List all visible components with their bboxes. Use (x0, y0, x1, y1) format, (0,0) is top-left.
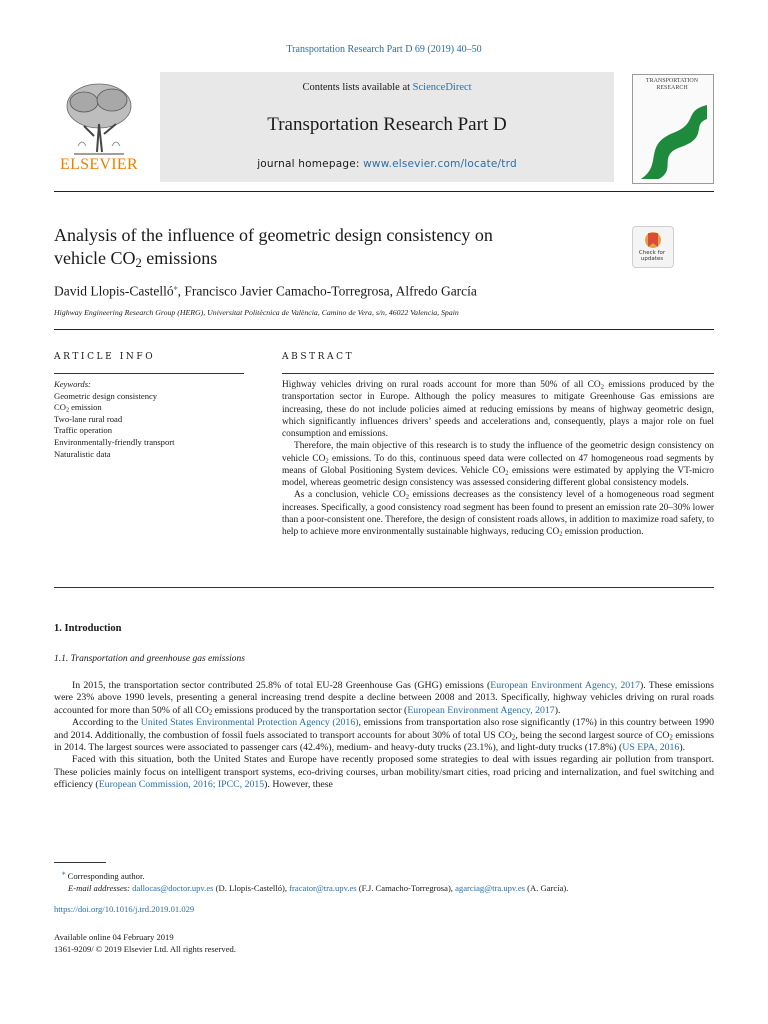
doi-line (54, 904, 194, 914)
sciencedirect-link[interactable]: ScienceDirect (412, 82, 472, 93)
body-paragraph: According to the United States Environmental Protection Agency (2016), emissions from transportation also rose significantly (17%) in this country between 1990 and 2014. Additionally, the combustion of fossil fuels associated to transport accounts for about 30% of total US $CO_2$, being the second largest source of $CO_2$ emissions in 2014. The largest sources were associated to passenger cars (42.4%), medium- and heavy-duty trucks (23.1%), and light-duty trucks (17.8%) (US EPA, 2016). (54, 717, 714, 754)
citation-link[interactable]: United States Environmental Protection Agency (2016) (140, 717, 359, 729)
introduction-body (54, 680, 714, 792)
bookmark-icon (633, 227, 673, 251)
contents-available-line: Contents lists available at ScienceDirect (302, 82, 472, 93)
citation-link[interactable]: European Environment Agency, 2017 (490, 680, 640, 691)
footnotes: ⁎ Corresponding author. E-mail addresses: dallocas@doctor.upv.es (D. Llopis-Castelló), fracator@tra.upv.es (F.J. Camacho-Torregrosa), agarciag@tra.upv.es (A. García). (62, 869, 569, 893)
abstract-bottom-rule (54, 587, 714, 588)
citation-link[interactable]: European Commission, 2016; IPCC, 2015 (98, 779, 265, 791)
keyword-item: $CO_2$ emission (54, 402, 102, 414)
keyword-item: Environmentally-friendly transport (54, 436, 175, 447)
keyword-item: Geometric design consistency (54, 390, 158, 401)
check-for-updates-label: Check for updates (638, 250, 666, 262)
body-paragraph: Faced with this situation, both the United States and Europe have recently proposed some strategies to deal with issues regarding air pollution from transport. These policies mainly focus on intelligent transport systems, eco-driving courses, urban mobility/smart cities, road pricing and internalization, and fuel switching and efficiency (European Commission, 2016; IPCC, 2015). However, these (54, 754, 714, 791)
journal-name: Transportation Research Part D (267, 114, 507, 135)
cover-title: TRANSPORTATION RESEARCH (645, 78, 699, 91)
footnote-rule (54, 862, 106, 863)
journal-homepage-link[interactable]: www.elsevier.com/locate/trd (363, 158, 517, 170)
journal-reference[interactable]: Transportation Research Part D 69 (2019) 40–50 (286, 44, 482, 55)
subsection-heading: 1.1. Transportation and greenhouse gas emissions (54, 654, 245, 664)
doi-link[interactable]: https://doi.org/10.1016/j.trd.2019.01.029 (54, 904, 195, 914)
abstract-body (282, 379, 714, 538)
abstract-heading: ABSTRACT (282, 352, 355, 362)
body-paragraph: In 2015, the transportation sector contributed 25.8% of total EU-28 Greenhouse Gas (GHG) emissions (European Environment Agency, 2017). These emissions were 23% above 1990 levels, presenting a general increasing trend despite a decline between 2008 and 2013. Specifically, highway vehicles driving on rural roads accounted for more than 50% of all $CO_2$ emissions produced by the transportation sector (European Environment Agency, 2017). (54, 680, 714, 717)
publication-info: Available online 04 February 2019 1361-9209/ © 2019 Elsevier Ltd. All rights reserved. (54, 932, 236, 954)
cover-road-icon (633, 75, 713, 183)
keywords-list: Keywords: Geometric design consistency $CO_2$ emission Two-lane rural road Traffic operation Environmentally-friendly transport Naturalistic data (54, 379, 254, 460)
elsevier-wordmark: ELSEVIER (60, 156, 138, 173)
citation-link[interactable]: European Environment Agency, 2017 (407, 704, 555, 716)
keyword-item: Two-lane rural road (54, 413, 123, 424)
article-info-rule (54, 373, 244, 374)
keyword-item: Naturalistic data (54, 448, 111, 459)
journal-homepage-line: journal homepage: www.elsevier.com/locate/trd (257, 158, 517, 170)
article-title: Analysis of the influence of geometric design consistency on vehicle $CO_2$ emissions (54, 225, 493, 271)
abstract-paragraph: Therefore, the main objective of this research is to study the influence of the geometric design consistency on vehicle $CO_2$ emissions. To do this, continuous speed data were collected on 47 homogeneous road segments by means of Global Positioning System devices. Vehicle $CO_2$ emissions were estimated by applying the VT-micro model, whereas geometric design consistency was assessed considering different global consistency models. (282, 441, 714, 488)
section-heading-introduction: 1. Introduction (54, 623, 122, 634)
citation-link[interactable]: US EPA, 2016 (622, 742, 680, 754)
header-divider (54, 191, 714, 192)
affiliation: Highway Engineering Research Group (HERG), Universitat Politècnica de València, Camino de Vera, s/n, 46022 Valencia, Spain (54, 308, 459, 317)
author-list: David Llopis-Castelló⁎, Francisco Javier Camacho-Torregrosa, Alfredo García (54, 283, 477, 299)
abstract-paragraph: Highway vehicles driving on rural roads account for more than 50% of all $CO_2$ emissions produced by the transportation sector in Europe. Although the policy measures to mitigate Greenhouse Gas emissions are increasing, these do not include policies aimed at reducing emissions by means of highway geometric design, which significantly influences drivers’ speeds and accelerations and, consequently, plays a major role on fuel consumption and emissions. (282, 380, 714, 439)
authors-divider (54, 329, 714, 330)
email-link[interactable]: fracator@tra.upv.es (289, 882, 357, 893)
email-link[interactable]: dallocas@doctor.upv.es (132, 882, 214, 893)
abstract-rule (282, 373, 714, 374)
email-link[interactable]: agarciag@tra.upv.es (455, 882, 525, 893)
abstract-paragraph: As a conclusion, vehicle $CO_2$ emissions decreases as the consistency level of a homogeneous road segment increases. Specifically, a good consistency road segment has been found to present an emission rate 20–30% lower than a poor-consistent one. Therefore, the design of consistent roads allows, in addition to maximize road safety, to help to achieve more environmentally sustainable highways, reducing $CO_2$ emission production. (282, 490, 714, 538)
corresponding-author-marker[interactable]: ⁎ (173, 283, 178, 292)
article-info-heading: ARTICLE INFO (54, 352, 156, 362)
keyword-item: Traffic operation (54, 425, 112, 436)
